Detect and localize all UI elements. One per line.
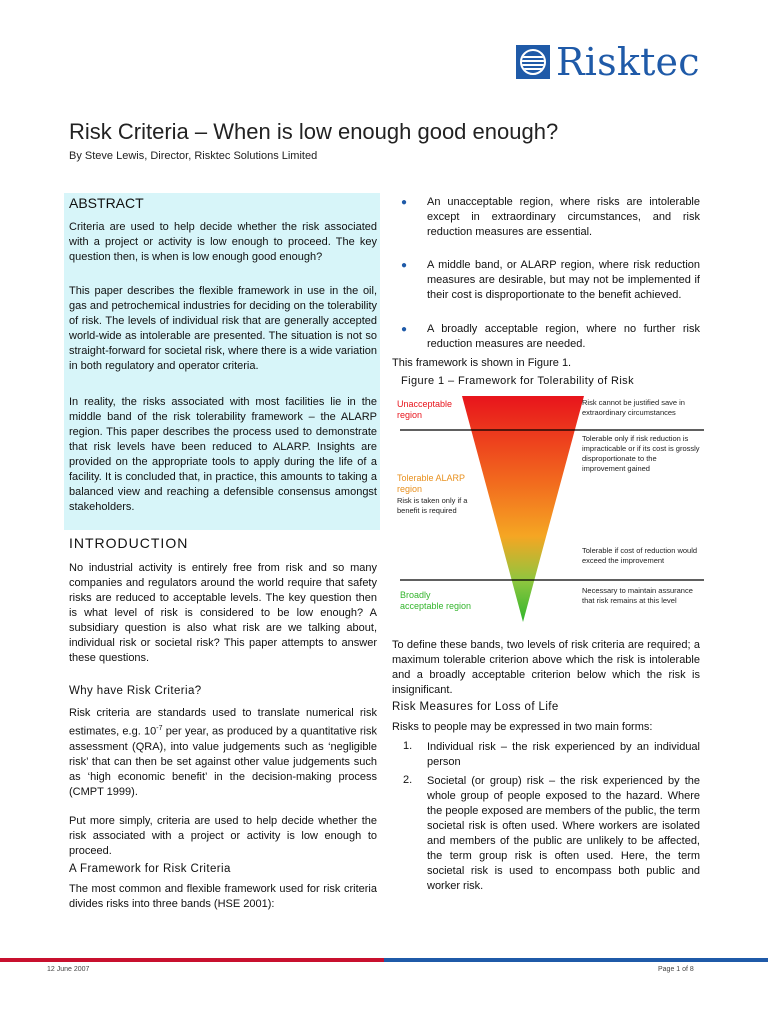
bullet-icon: ● [401, 197, 408, 208]
page-title: Risk Criteria – When is low enough good enough? [69, 119, 559, 144]
unacceptable-note: Risk cannot be justified save in extraordinary circumstances [582, 398, 685, 417]
footer-page-number: Page 1 of 8 [658, 966, 694, 973]
alarp-region-label: Tolerable ALARP region [397, 473, 465, 494]
bullet-alarp: A middle band, or ALARP region, where risk reduction measures are desirable, but may not be implemented if their cost is disproportionate to the benefit achieved. [427, 259, 700, 301]
loss-of-life-heading: Risk Measures for Loss of Life [392, 701, 559, 713]
abstract-heading: ABSTRACT [69, 195, 144, 211]
bullet-icon: ● [401, 260, 408, 271]
footer-bar [0, 958, 768, 962]
loss-of-life-intro: Risks to people may be expressed in two main forms: [392, 721, 653, 733]
abstract-paragraph: This paper describes the flexible framework in use in the oil, gas and petrochemical industries for deciding on the tolerability of risk. The levels of individual risk that are generally accepted world-wide as intolerable are presented. The situation is not so straight-forward for societal risk, where there is a wide variation in both regulatory and operator criteria. [69, 285, 377, 372]
list-item-individual-risk: Individual risk – the risk experienced by an individual person [427, 741, 700, 768]
framework-paragraph: The most common and flexible framework used for risk criteria divides risks into three bands (HSE 2001): [69, 883, 377, 910]
why-heading: Why have Risk Criteria? [69, 685, 202, 697]
why-paragraph-2: Put more simply, criteria are used to help decide whether the risk associated with a project or activity is low enough to proceed. [69, 815, 377, 857]
abstract-paragraph: In reality, the risks associated with most facilities lie in the middle band of the risk tolerability framework – the ALARP region. This paper describes the process used to demonstrate that risk levels have been reduced to ALARP. Insights are provided on the appropriate tools to apply during the life of a facility. It is concluded that, in practice, this amounts to taking a balanced view and reaching a defensible consensus amongst stakeholders. [69, 396, 377, 513]
alarp-note-left: Risk is taken only if a benefit is required [397, 496, 468, 515]
alarp-note-right-top: Tolerable only if risk reduction is impracticable or if its cost is grossly disproportionate to the improvement gained [582, 434, 700, 473]
framework-shown: This framework is shown in Figure 1. [392, 357, 572, 369]
abstract-paragraph: Criteria are used to help decide whether the risk associated with a project or activity is low enough to proceed. The key question then, is when is low enough good enough? [69, 221, 377, 263]
bullet-unacceptable: An unacceptable region, where risks are intolerable except in extraordinary circumstances, and risk reduction measures are essential. [427, 196, 700, 238]
why-paragraph-1: Risk criteria are standards used to translate numerical risk estimates, e.g. $10^{-7}$ per year, as produced by a quantitative risk assessment (QRA), into value judgements such as ‘negligible risk’ that can then be set against other value judgements such as ‘high economic benefit’ in the decision-making process (CMPT 1999). [69, 707, 377, 798]
unacceptable-region-label: Unacceptable region [397, 399, 453, 420]
byline: By Steve Lewis, Director, Risktec Solutions Limited [69, 150, 318, 162]
framework-heading: A Framework for Risk Criteria [69, 863, 231, 875]
bullet-broadly-acceptable: A broadly acceptable region, where no further risk reduction measures are needed. [427, 323, 700, 350]
introduction-heading: INTRODUCTION [69, 535, 189, 551]
footer-date: 12 June 2007 [47, 966, 90, 973]
list-number: 2. [403, 774, 413, 786]
list-number: 1. [403, 740, 413, 752]
risktec-logo-mark [516, 45, 550, 79]
risktec-logo-text: Risktec [556, 40, 700, 84]
figure-caption: Figure 1 – Framework for Tolerability of Risk [401, 375, 634, 387]
broadly-acceptable-note: Necessary to maintain assurance that risk remains at this level [582, 586, 693, 605]
list-item-societal-risk: Societal (or group) risk – the risk experienced by the whole group of people exposed to the hazard. Where the people exposed are members of the public, the term societal risk is often used. Where workers are isolated and members of the public are unlikely to be affected, the term group risk is often used. Here, the term societal risk is used to encompass both public and worker risk. [427, 775, 700, 892]
alarp-note-right-bottom: Tolerable if cost of reduction would exceed the improvement [582, 546, 698, 565]
broadly-acceptable-label: Broadly acceptable region [400, 590, 472, 611]
bands-paragraph: To define these bands, two levels of risk criteria are required; a maximum tolerable criterion above which the risk is intolerable and a broadly acceptable criterion below which the risk is insignificant. [392, 639, 700, 696]
bullet-icon: ● [401, 324, 408, 335]
introduction-paragraph: No industrial activity is entirely free from risk and so many companies and regulators around the world require that safety risks are reduced to acceptable levels. The key question then is what level of risk is considered to be low enough? A subsidiary question is also what risk are we talking about, individual risk or societal risk? This paper attempts to answer these questions. [69, 562, 377, 664]
